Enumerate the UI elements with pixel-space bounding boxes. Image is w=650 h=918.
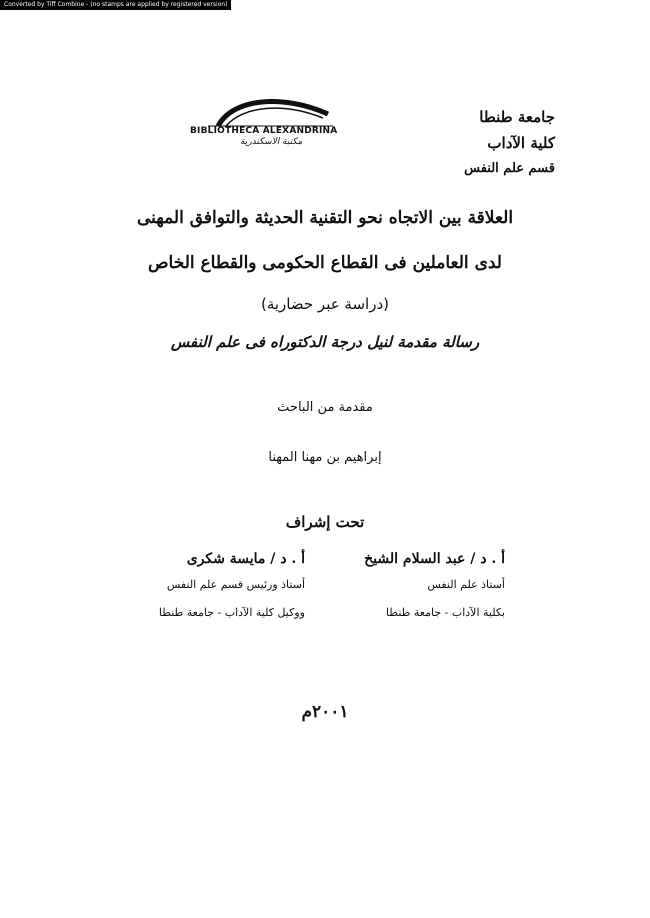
supervisor-1-name: أ . د / عبد السلام الشيخ xyxy=(364,551,505,567)
supervisor-2-name: أ . د / مايسة شكرى xyxy=(186,551,305,567)
author-label: مقدمة من الباحث xyxy=(277,400,373,415)
supervisor-1-affiliation: بكلية الآداب - جامعة طنطا xyxy=(385,606,505,619)
university-header xyxy=(464,104,555,182)
thesis-title-line-1: العلاقة بين الاتجاه نحو التقنية الحديثة والتوافق المهنى xyxy=(136,208,514,228)
supervisor-1 xyxy=(305,547,505,627)
study-type: (دراسة عبر حضارية) xyxy=(260,295,389,313)
thesis-purpose: رسالة مقدمة لنيل درجة الدكتوراه فى علم النفس xyxy=(170,333,480,351)
library-logo-latin: BIBLIOTHECA ALEXANDRINA xyxy=(190,126,338,136)
thesis-year: ٢٠٠١م xyxy=(301,702,349,722)
department-name: قسم علم النفس xyxy=(464,161,555,176)
faculty-name: كلية الآداب xyxy=(487,134,555,152)
supervisor-2-affiliation: ووكيل كلية الآداب - جامعة طنطا xyxy=(158,606,305,619)
supervisor-2 xyxy=(155,547,305,627)
supervision-label: تحت إشراف xyxy=(285,513,365,531)
library-logo-arabic: مكتبة الاسكندرية xyxy=(240,137,303,147)
supervisor-1-title: أستاذ علم النفس xyxy=(427,578,505,591)
conversion-banner: Converted by Tiff Combine - (no stamps are applied by registered version) xyxy=(0,0,231,10)
supervisor-2-title: أستاذ ورئيس قسم علم النفس xyxy=(166,578,305,591)
author-name: إبراهيم بن مهنا المهنا xyxy=(268,450,382,465)
thesis-title-line-2: لدى العاملين فى القطاع الحكومى والقطاع الخاص xyxy=(148,253,502,273)
university-name: جامعة طنطا xyxy=(479,108,555,126)
